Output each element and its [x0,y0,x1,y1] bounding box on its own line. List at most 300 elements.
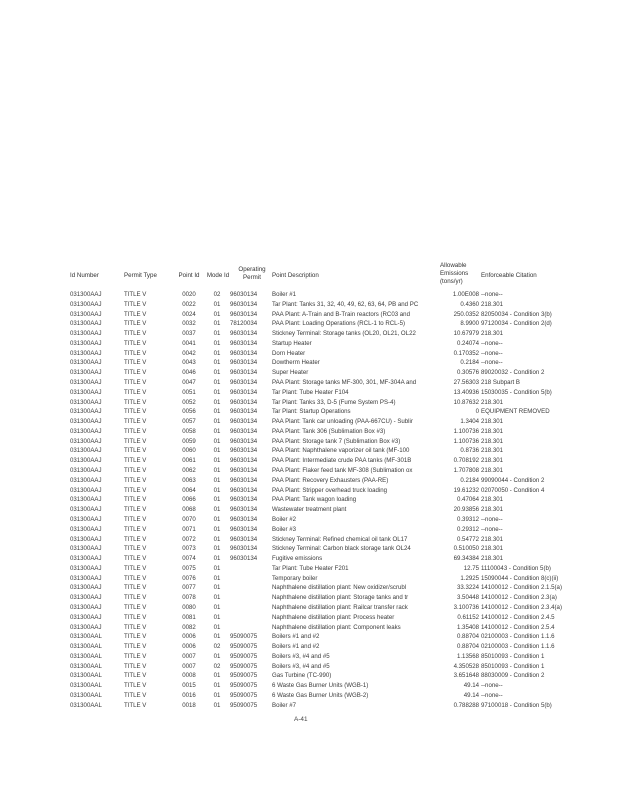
cell-citation: --none-- [481,359,503,367]
table-row [0,290,618,300]
cell-facility: 031300AAL [70,662,102,670]
cell-mode-id: 01 [213,535,221,543]
header-operating-permit: Operating Permit [238,266,266,281]
cell-allowable-emissions: 13.40936 [453,388,479,396]
cell-citation: 88030009 - Condition 2 [481,672,545,680]
cell-point-description: Boiler #2 [272,515,297,523]
cell-point-id: 0058 [182,427,196,435]
cell-citation: 218.301 [481,427,504,435]
cell-point-description: PAA Plant: Naphthalene vaporizer oil tank (MF-100 [272,447,410,455]
cell-allowable-emissions: 1.35408 [456,623,479,631]
cell-point-id: 0024 [182,310,196,318]
cell-permit-type: TITLE V [124,525,147,533]
cell-facility: 031300AAJ [70,359,102,367]
cell-allowable-emissions: 4.350528 [453,662,479,670]
cell-point-description: Tar Plant: Tanks 31, 32, 40, 49, 62, 63, 64, PB and PC [272,300,419,308]
cell-facility: 031300AAJ [70,447,102,455]
cell-permit-type: TITLE V [124,662,147,670]
cell-facility: 031300AAL [70,682,102,690]
cell-permit-type: TITLE V [124,320,147,328]
cell-citation: 218.301 [481,447,504,455]
cell-mode-id: 01 [213,369,221,377]
cell-allowable-emissions: 0.4360 [460,300,479,308]
cell-point-description: Super Heater [272,369,309,377]
cell-operating-permit: 96030134 [230,427,258,435]
cell-point-id: 0020 [182,291,196,298]
table-row [0,564,618,574]
cell-facility: 031300AAJ [70,408,102,416]
cell-point-description: Boilers #1 and #2 [272,633,320,641]
cell-mode-id: 01 [213,574,221,582]
table-row [0,505,618,515]
cell-permit-type: TITLE V [124,339,147,347]
cell-operating-permit: 96030134 [230,359,258,367]
cell-allowable-emissions: 0.30576 [456,369,479,377]
cell-mode-id: 01 [213,691,221,699]
cell-facility: 031300AAJ [70,398,102,406]
cell-allowable-emissions: 69.34384 [453,555,479,563]
cell-facility: 031300AAJ [70,457,102,465]
cell-permit-type: TITLE V [124,437,147,445]
table-row [0,701,618,711]
cell-point-id: 0037 [182,330,196,338]
cell-operating-permit: 96030134 [230,349,258,357]
cell-citation: 218.301 [481,467,504,475]
cell-point-id: 0061 [182,457,196,465]
cell-facility: 031300AAJ [70,427,102,435]
cell-citation: 97120034 - Condition 2(d) [481,320,552,328]
cell-operating-permit: 95090075 [230,691,258,699]
cell-mode-id: 01 [213,388,221,396]
cell-permit-type: TITLE V [124,594,147,602]
cell-point-description: Naphthalene distillation plant: Storage tanks and tr [272,594,409,602]
cell-permit-type: TITLE V [124,515,147,523]
cell-allowable-emissions: 0.47064 [456,496,479,504]
cell-facility: 031300AAJ [70,388,102,396]
cell-operating-permit: 96030134 [230,310,258,318]
cell-citation: 218.301 [481,330,504,338]
cell-operating-permit: 96030134 [230,555,258,563]
cell-permit-type: TITLE V [124,603,147,611]
cell-allowable-emissions: 3.651648 [453,672,479,680]
cell-operating-permit: 95090075 [230,652,258,660]
table-row [0,535,618,545]
cell-facility: 031300AAJ [70,515,102,523]
table-row [0,583,618,593]
cell-citation: 218.301 [481,398,504,406]
cell-permit-type: TITLE V [124,555,147,563]
cell-mode-id: 01 [213,330,221,338]
cell-citation: --none-- [481,525,503,533]
cell-mode-id: 01 [213,359,221,367]
cell-facility: 031300AAJ [70,545,102,553]
cell-facility: 031300AAJ [70,486,102,494]
cell-point-description: PAA Plant: Tank car unloading (PAA-667CU) - Sublir [272,418,413,426]
cell-citation: 14100012 - Condition 2.1.5(a) [481,584,562,592]
table-row [0,456,618,466]
cell-permit-type: TITLE V [124,476,147,484]
cell-point-description: 6 Waste Gas Burner Units (WGB-1) [272,682,369,690]
header-permit-type: Permit Type [124,272,157,279]
cell-allowable-emissions: 1.100736 [453,427,479,435]
cell-allowable-emissions: 1.707808 [453,467,479,475]
cell-point-id: 0063 [182,476,196,484]
cell-permit-type: TITLE V [124,613,147,621]
cell-mode-id: 01 [213,515,221,523]
cell-allowable-emissions: 19.61232 [453,486,479,494]
cell-citation: 02070050 - Condition 4 [481,486,545,494]
cell-point-description: Dorn Heater [272,349,306,357]
cell-citation: 02100003 - Condition 1.1.6 [481,633,555,641]
table-row [0,407,618,417]
table-row [0,544,618,554]
cell-allowable-emissions: 0.8736 [460,447,479,455]
cell-operating-permit: 96030134 [230,339,258,347]
cell-point-id: 0078 [182,594,196,602]
table-row [0,349,618,359]
cell-permit-type: TITLE V [124,398,147,406]
cell-citation: 82050034 - Condition 3(b) [481,310,552,318]
table-row [0,427,618,437]
cell-operating-permit: 95090075 [230,643,258,651]
cell-allowable-emissions: 1.2925 [460,574,479,582]
cell-operating-permit: 96030134 [230,515,258,523]
cell-mode-id: 01 [213,379,221,387]
cell-allowable-emissions: 20.93856 [453,506,479,514]
cell-citation: 14100012 - Condition 2.3(a) [481,594,557,602]
cell-point-description: Wastewater treatment plant [272,506,347,514]
cell-facility: 031300AAJ [70,496,102,504]
cell-mode-id: 01 [213,457,221,465]
cell-point-id: 0071 [182,525,196,533]
cell-citation: 97100018 - Condition 5(b) [481,701,552,709]
cell-operating-permit: 95090075 [230,633,258,641]
cell-citation: 218.301 [481,545,504,553]
cell-allowable-emissions: 1.100736 [453,437,479,445]
cell-citation: 99090044 - Condition 2 [481,476,545,484]
table-row [0,486,618,496]
cell-citation: 14100012 - Condition 2.3.4(a) [481,603,562,611]
cell-mode-id: 01 [213,633,221,641]
cell-facility: 031300AAJ [70,525,102,533]
cell-operating-permit: 78120034 [230,320,258,328]
cell-mode-id: 01 [213,300,221,308]
cell-citation: --none-- [481,691,503,699]
cell-point-id: 0074 [182,555,196,563]
cell-point-id: 0066 [182,496,196,504]
cell-facility: 031300AAJ [70,300,102,308]
cell-permit-type: TITLE V [124,643,147,651]
cell-citation: 218.301 [481,457,504,465]
cell-allowable-emissions: 12.75 [463,564,479,572]
cell-operating-permit: 96030134 [230,447,258,455]
table-row [0,466,618,476]
cell-permit-type: TITLE V [124,467,147,475]
table-row [0,662,618,672]
cell-operating-permit: 96030134 [230,437,258,445]
cell-mode-id: 02 [213,662,221,670]
table-row [0,593,618,603]
table-row [0,632,618,642]
cell-point-description: Boiler #1 [272,291,297,298]
cell-point-description: Tar Plant: Tanks 33, D-5 (Fume System PS-4) [272,398,396,406]
table-row [0,613,618,623]
cell-operating-permit: 96030134 [230,486,258,494]
cell-permit-type: TITLE V [124,623,147,631]
cell-point-id: 0051 [182,388,196,396]
cell-operating-permit: 96030134 [230,388,258,396]
cell-allowable-emissions: 0.88704 [456,643,479,651]
cell-point-id: 0075 [182,564,196,572]
cell-citation: 218.301 [481,506,504,514]
cell-permit-type: TITLE V [124,330,147,338]
table-row [0,358,618,368]
cell-point-description: PAA Plant: Tank 306 (Sublimation Box #3) [272,427,386,435]
cell-mode-id: 01 [213,486,221,494]
cell-permit-type: TITLE V [124,310,147,318]
cell-facility: 031300AAJ [70,623,102,631]
cell-allowable-emissions: 10.87632 [453,398,479,406]
table-row [0,691,618,701]
cell-facility: 031300AAJ [70,467,102,475]
cell-point-id: 0006 [182,633,196,641]
cell-facility: 031300AAJ [70,379,102,387]
cell-mode-id: 01 [213,310,221,318]
table-row [0,417,618,427]
table-row [0,310,618,320]
cell-permit-type: TITLE V [124,584,147,592]
cell-point-id: 0062 [182,467,196,475]
cell-point-id: 0068 [182,506,196,514]
cell-point-id: 0056 [182,408,196,416]
cell-citation: 02100003 - Condition 1.1.6 [481,643,555,651]
cell-mode-id: 01 [213,467,221,475]
cell-operating-permit: 96030134 [230,398,258,406]
cell-permit-type: TITLE V [124,291,147,298]
cell-point-id: 0006 [182,643,196,651]
cell-point-id: 0057 [182,418,196,426]
cell-operating-permit: 96030134 [230,506,258,514]
cell-facility: 031300AAJ [70,613,102,621]
cell-mode-id: 01 [213,320,221,328]
cell-allowable-emissions: 0.2184 [460,476,479,484]
table-row [0,329,618,339]
cell-permit-type: TITLE V [124,447,147,455]
cell-facility: 031300AAJ [70,574,102,582]
cell-citation: 89020032 - Condition 2 [481,369,545,377]
cell-facility: 031300AAJ [70,594,102,602]
cell-citation: --none-- [481,291,503,298]
cell-permit-type: TITLE V [124,349,147,357]
cell-point-id: 0032 [182,320,196,328]
cell-facility: 031300AAJ [70,310,102,318]
cell-facility: 031300AAJ [70,339,102,347]
cell-mode-id: 01 [213,427,221,435]
cell-point-id: 0070 [182,515,196,523]
cell-citation: 15030035 - Condition 5(b) [481,388,552,396]
cell-facility: 031300AAJ [70,584,102,592]
cell-point-id: 0007 [182,652,196,660]
cell-point-description: Boilers #3, #4 and #5 [272,652,330,660]
cell-citation: 218.301 [481,437,504,445]
cell-mode-id: 01 [213,349,221,357]
cell-point-description: Naphthalene distillation plant: New oxidizer/scrubl [272,584,407,592]
cell-permit-type: TITLE V [124,369,147,377]
cell-mode-id: 01 [213,584,221,592]
cell-point-description: PAA Plant: Loading Operations (RCL-1 to RCL-5) [272,320,405,328]
cell-facility: 031300AAJ [70,603,102,611]
cell-operating-permit: 96030134 [230,496,258,504]
cell-operating-permit: 96030134 [230,535,258,543]
cell-operating-permit: 96030134 [230,291,258,298]
table-row [0,339,618,349]
cell-point-id: 0043 [182,359,196,367]
cell-operating-permit: 95090075 [230,682,258,690]
cell-point-description: Stickney Terminal: Refined chemical oil tank OL17 [272,535,408,543]
cell-point-id: 0076 [182,574,196,582]
cell-mode-id: 01 [213,652,221,660]
cell-point-description: Startup Heater [272,339,312,347]
cell-point-id: 0015 [182,682,196,690]
cell-facility: 031300AAJ [70,564,102,572]
cell-permit-type: TITLE V [124,535,147,543]
cell-facility: 031300AAL [70,691,102,699]
cell-citation: 218.301 [481,555,504,563]
cell-allowable-emissions: 0.788288 [453,701,479,709]
cell-point-id: 0041 [182,339,196,347]
cell-permit-type: TITLE V [124,506,147,514]
cell-allowable-emissions: 10.67979 [453,330,479,338]
cell-facility: 031300AAJ [70,349,102,357]
cell-mode-id: 01 [213,672,221,680]
cell-point-description: Tar Plant: Startup Operations [272,408,351,416]
table-row [0,368,618,378]
cell-allowable-emissions: 33.3224 [456,584,479,592]
cell-permit-type: TITLE V [124,701,147,709]
cell-facility: 031300AAJ [70,437,102,445]
cell-permit-type: TITLE V [124,418,147,426]
cell-citation: 14100012 - Condition 2.4.5 [481,613,555,621]
cell-citation: 15090044 - Condition 8(c)(ii) [481,574,559,582]
cell-citation: 11100043 - Condition 5(b) [481,564,551,572]
cell-permit-type: TITLE V [124,672,147,680]
cell-allowable-emissions: 1.00E008 [452,291,479,298]
table-row [0,476,618,486]
table-row [0,398,618,408]
cell-point-description: PAA Plant: Tank wagon loading [272,496,357,504]
cell-point-id: 0016 [182,691,196,699]
cell-operating-permit: 96030134 [230,330,258,338]
cell-point-id: 0082 [182,623,196,631]
cell-facility: 031300AAL [70,672,102,680]
cell-facility: 031300AAJ [70,291,102,298]
cell-citation: --none-- [481,339,503,347]
cell-point-id: 0052 [182,398,196,406]
cell-facility: 031300AAL [70,701,102,709]
cell-allowable-emissions: 8.9900 [460,320,479,328]
cell-permit-type: TITLE V [124,388,147,396]
cell-mode-id: 01 [213,398,221,406]
cell-citation: --none-- [481,682,503,690]
cell-permit-type: TITLE V [124,633,147,641]
cell-operating-permit: 96030134 [230,379,258,387]
header-allowable-emissions: Allowable Emissions (tons/yr) [440,262,469,285]
cell-mode-id: 01 [213,339,221,347]
page-number: A-41 [294,716,308,723]
cell-operating-permit: 95090075 [230,701,258,709]
cell-point-description: PAA Plant: Intermediate crude PAA tanks (MF-301B [272,457,412,465]
table-row [0,495,618,505]
cell-facility: 031300AAL [70,643,102,651]
cell-facility: 031300AAJ [70,476,102,484]
cell-allowable-emissions: 250.0352 [453,310,479,318]
cell-permit-type: TITLE V [124,408,147,416]
cell-operating-permit: 96030134 [230,457,258,465]
cell-point-description: Naphthalene distillation plant: Railcar transfer rack [272,603,408,611]
cell-mode-id: 01 [213,525,221,533]
table-row [0,603,618,613]
cell-operating-permit: 96030134 [230,467,258,475]
cell-allowable-emissions: 0.170352 [453,349,479,357]
cell-citation: --none-- [481,515,503,523]
cell-allowable-emissions: 0 [475,408,479,416]
table-row [0,525,618,535]
cell-point-description: Tar Plant: Tube Heater F201 [272,564,349,572]
cell-allowable-emissions: 0.61152 [457,613,479,621]
cell-mode-id: 01 [213,447,221,455]
table-row [0,642,618,652]
table-row [0,671,618,681]
cell-point-id: 0008 [182,672,196,680]
cell-allowable-emissions: 0.88704 [456,633,479,641]
cell-permit-type: TITLE V [124,545,147,553]
cell-permit-type: TITLE V [124,564,147,572]
cell-point-id: 0081 [182,613,196,621]
cell-operating-permit: 96030134 [230,408,258,416]
cell-operating-permit: 96030134 [230,418,258,426]
cell-allowable-emissions: 0.54772 [456,535,479,543]
cell-citation: EQUIPMENT REMOVED [481,408,550,416]
cell-citation: 14100012 - Condition 2.5.4 [481,623,555,631]
cell-permit-type: TITLE V [124,427,147,435]
cell-citation: 218.301 [481,418,504,426]
cell-citation: 218.301 [481,496,504,504]
cell-point-description: Boilers #1 and #2 [272,643,320,651]
cell-point-description: Gas Turbine (TC-990) [272,672,332,680]
cell-allowable-emissions: 49.14 [463,691,479,699]
cell-mode-id: 01 [213,437,221,445]
cell-citation: 218.301 [481,535,504,543]
cell-mode-id: 02 [213,643,221,651]
cell-mode-id: 01 [213,408,221,416]
cell-point-description: PAA Plant: Storage tanks MF-300, 301, MF-304A and [272,379,417,387]
cell-mode-id: 01 [213,496,221,504]
cell-allowable-emissions: 0.2184 [460,359,479,367]
cell-mode-id: 01 [213,603,221,611]
cell-point-id: 0059 [182,437,196,445]
table-row [0,574,618,584]
cell-mode-id: 01 [213,594,221,602]
table-row [0,681,618,691]
cell-point-description: Fugitive emissions [272,555,323,563]
cell-point-id: 0077 [182,584,196,592]
cell-point-description: PAA Plant: Stripper overhead truck loading [272,486,388,494]
cell-point-description: PAA Plant: Storage tank 7 (Sublimation Box #3) [272,437,401,445]
table-row [0,388,618,398]
cell-point-description: PAA Plant: Flaker feed tank MF-308 (Sublimation ox [272,467,413,475]
cell-mode-id: 01 [213,623,221,631]
cell-facility: 031300AAJ [70,506,102,514]
